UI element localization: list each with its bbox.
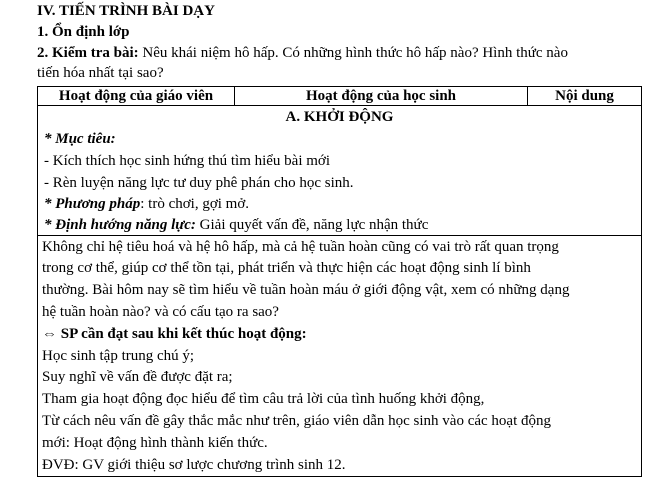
phuong-phap-text: : trò chơi, gợi mở. <box>140 196 250 212</box>
step-kiem-tra-bai <box>37 43 568 63</box>
header-noi-dung: Nội dung <box>527 86 642 106</box>
muc-tieu-label: * Mục tiêu: <box>44 131 116 147</box>
intro-line: hệ tuần hoàn nào? và có cấu tạo ra sao? <box>42 304 279 320</box>
khoi-dong-section <box>37 105 642 236</box>
sp-item: Học sinh tập trung chú ý; <box>42 348 195 364</box>
muc-tieu-item: - Kích thích học sinh hứng thú tìm hiểu bài mới <box>44 153 331 169</box>
sp-item: Từ cách nêu vấn đề gây thắc mắc như trên, giáo viên dẫn học sinh vào các hoạt động <box>42 413 551 429</box>
dinh-huong-text: Giải quyết vấn đề, năng lực nhận thức <box>195 217 429 233</box>
step-kiem-tra-label: 2. Kiểm tra bài: <box>37 45 139 61</box>
section-title: A. KHỞI ĐỘNG <box>285 109 394 125</box>
intro-line: trong cơ thể, giúp cơ thể tồn tại, phát triển và thực hiện các hoạt động sinh lí bình <box>42 260 531 276</box>
step-on-dinh-lop: 1. Ổn định lớp <box>37 24 130 40</box>
dinh-huong <box>44 215 428 235</box>
dinh-huong-label: * Định hướng năng lực: <box>44 217 196 233</box>
sp-item: Suy nghĩ về vấn đề được đặt ra; <box>42 369 233 385</box>
step-kiem-tra-text: Nêu khái niệm hô hấp. Có những hình thức hô hấp nào? Hình thức nào <box>138 45 568 61</box>
sp-item: Tham gia hoạt động đọc hiểu để tìm câu trả lời của tình huống khởi động, <box>42 391 485 407</box>
step-kiem-tra-text-cont: tiến hóa nhất tại sao? <box>37 65 164 81</box>
sp-item: ĐVĐ: GV giới thiệu sơ lược chương trình sinh 12. <box>42 457 346 473</box>
intro-line: Không chỉ hệ tiêu hoá và hệ hô hấp, mà cả hệ tuần hoàn cũng có vai trò rất quan trọng <box>42 239 559 255</box>
muc-tieu-item: - Rèn luyện năng lực tư duy phê phán cho học sinh. <box>44 175 354 191</box>
header-hoc-sinh: Hoạt động của học sinh <box>234 86 528 106</box>
phuong-phap <box>44 194 249 214</box>
header-giao-vien: Hoạt động của giáo viên <box>37 86 235 106</box>
section-heading: IV. TIẾN TRÌNH BÀI DẠY <box>37 3 215 19</box>
intro-line: thường. Bài hôm nay sẽ tìm hiểu về tuần hoàn máu ở giới động vật, xem có những dạng <box>42 282 570 298</box>
sp-title: ⇔ SP cần đạt sau khi kết thúc hoạt động: <box>42 326 307 342</box>
sp-item: mới: Hoạt động hình thành kiến thức. <box>42 435 268 451</box>
phuong-phap-label: * Phương pháp <box>44 196 141 212</box>
intro-section <box>37 235 642 477</box>
